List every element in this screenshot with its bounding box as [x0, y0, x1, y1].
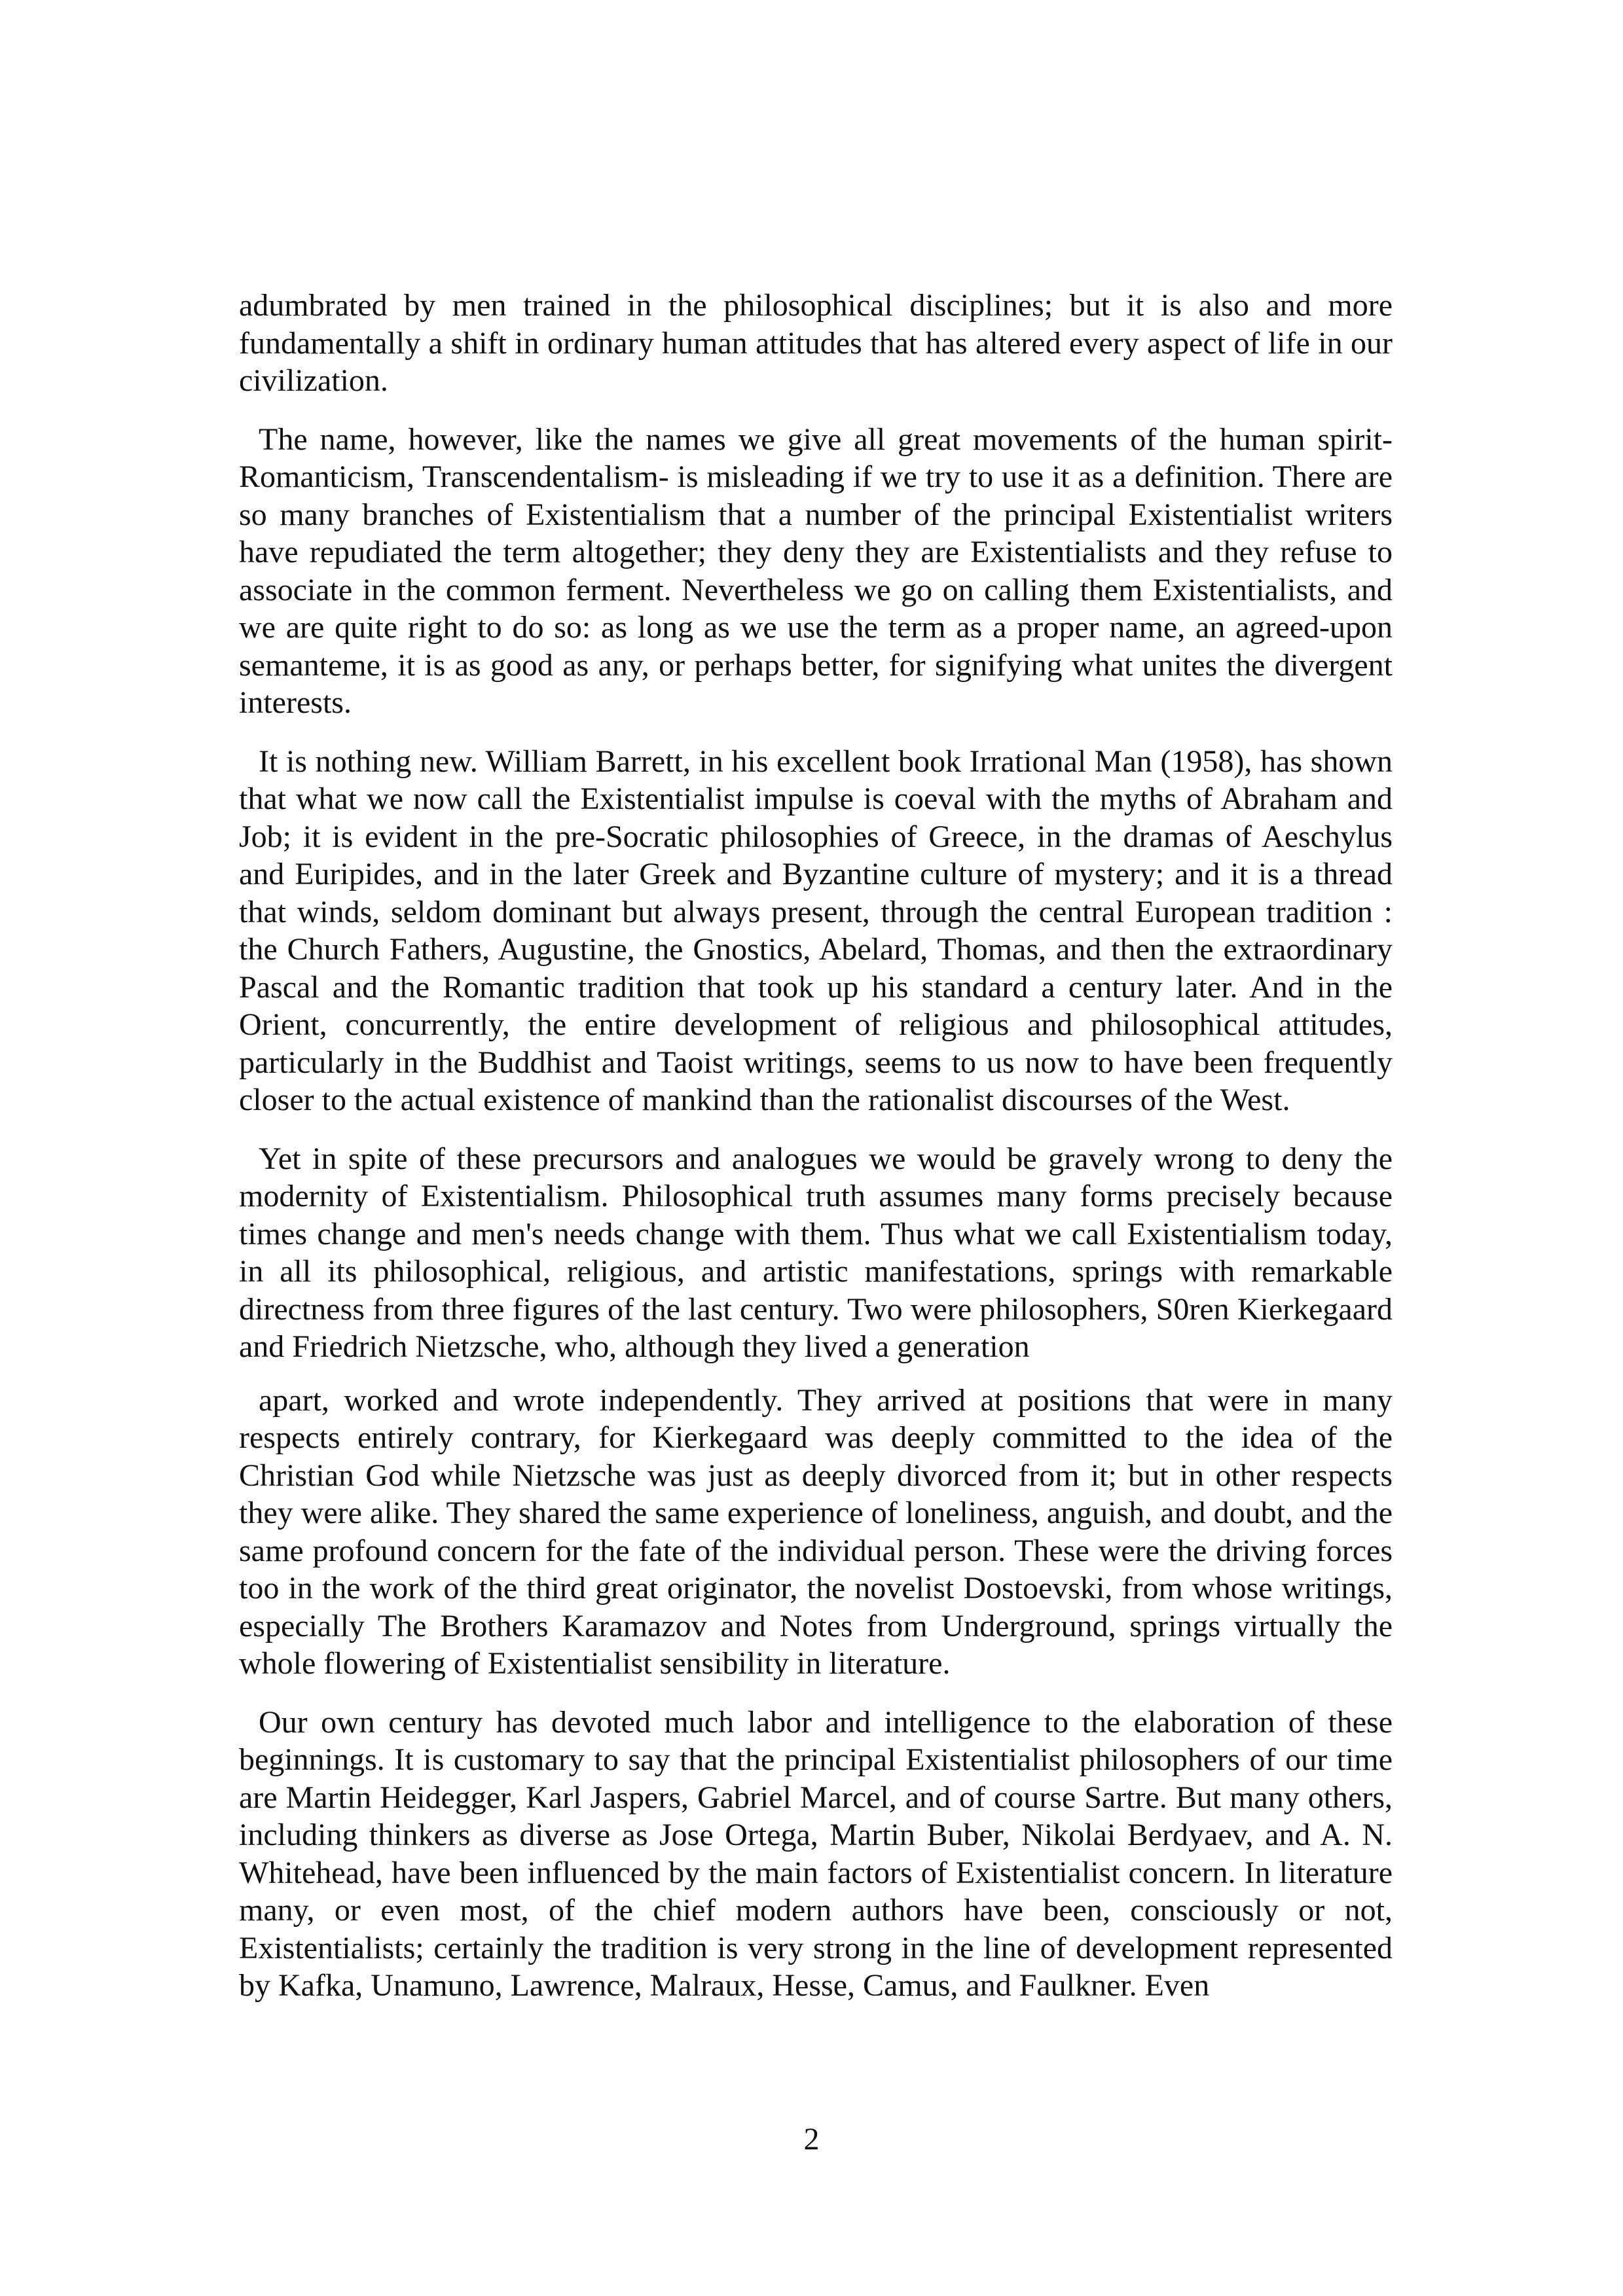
paragraph-name-definition: The name, however, like the names we give all great movements of the human spirit-Romanticism, Transcendentalism- is misleading if we try to use it as a definition. There are so many branches of Existentialism that a number of the principal Existentialist writers have repudiated the term altogether; they deny they are Existentialists and they refuse to associate in the common ferment. Nevertheless we go on calling them Existentialists, and we are quite right to do so: as long as we use the term as a proper name, an agreed-upon semanteme, it is as good as any, or perhaps better, for signifying what unites the divergent interests.	[239, 422, 1393, 720]
body-text	[239, 287, 1393, 2026]
paragraph-modernity: Yet in spite of these precursors and analogues we would be gravely wrong to deny the modernity of Existentialism. Philosophical truth assumes many forms precisely because times change and men's needs change with them. Thus what we call Existentialism today, in all its philosophical, religious, and artistic manifestations, springs with remarkable directness from three figures of the last century. Two were philosophers, S0ren Kierkegaard and Friedrich Nietzsche, who, although they lived a generation	[239, 1141, 1393, 1364]
paragraph-continuation: adumbrated by men trained in the philosophical disciplines; but it is also and more fundamentally a shift in ordinary human attitudes that has altered every aspect of life in our civilization.	[239, 288, 1393, 398]
paragraph-kierkegaard-nietzsche: apart, worked and wrote independently. They arrived at positions that were in many respects entirely contrary, for Kierkegaard was deeply committed to the idea of the Christian God while Nietzsche was just as deeply divorced from it; but in other respects they were alike. They shared the same experience of loneliness, anguish, and doubt, and the same profound concern for the fate of the individual person. These were the driving forces too in the work of the third great originator, the novelist Dostoevski, from whose writings, especially The Brothers Karamazov and Notes from Underground, springs virtually the whole flowering of Existentialist sensibility in literature.	[239, 1382, 1393, 1681]
page-number: 2	[803, 2122, 820, 2157]
paragraph-nothing-new: It is nothing new. William Barrett, in his excellent book Irrational Man (1958), has shown that what we now call the Existentialist impulse is coeval with the myths of Abraham and Job; it is evident in the pre-Socratic philosophies of Greece, in the dramas of Aeschylus and Euripides, and in the later Greek and Byzantine culture of mystery; and it is a thread that winds, seldom dominant but always present, through the central European tradition : the Church Fathers, Augustine, the Gnostics, Abelard, Thomas, and then the extraordinary Pascal and the Romantic tradition that took up his standard a century later. And in the Orient, concurrently, the entire development of religious and philosophical attitudes, particularly in the Buddhist and Taoist writings, seems to us now to have been frequently closer to the actual existence of mankind than the rationalist discourses of the West.	[239, 744, 1393, 1117]
paragraph-our-century: Our own century has devoted much labor and intelligence to the elaboration of these beginnings. It is customary to say that the principal Existentialist philosophers of our time are Martin Heidegger, Karl Jaspers, Gabriel Marcel, and of course Sartre. But many others, including thinkers as diverse as Jose Ortega, Martin Buber, Nikolai Berdyaev, and A. N. Whitehead, have been influenced by the main factors of Existentialist concern. In literature many, or even most, of the chief modern authors have been, consciously or not, Existentialists; certainly the tradition is very strong in the line of development represented by Kafka, Unamuno, Lawrence, Malraux, Hesse, Camus, and Faulkner. Even	[239, 1704, 1393, 2003]
